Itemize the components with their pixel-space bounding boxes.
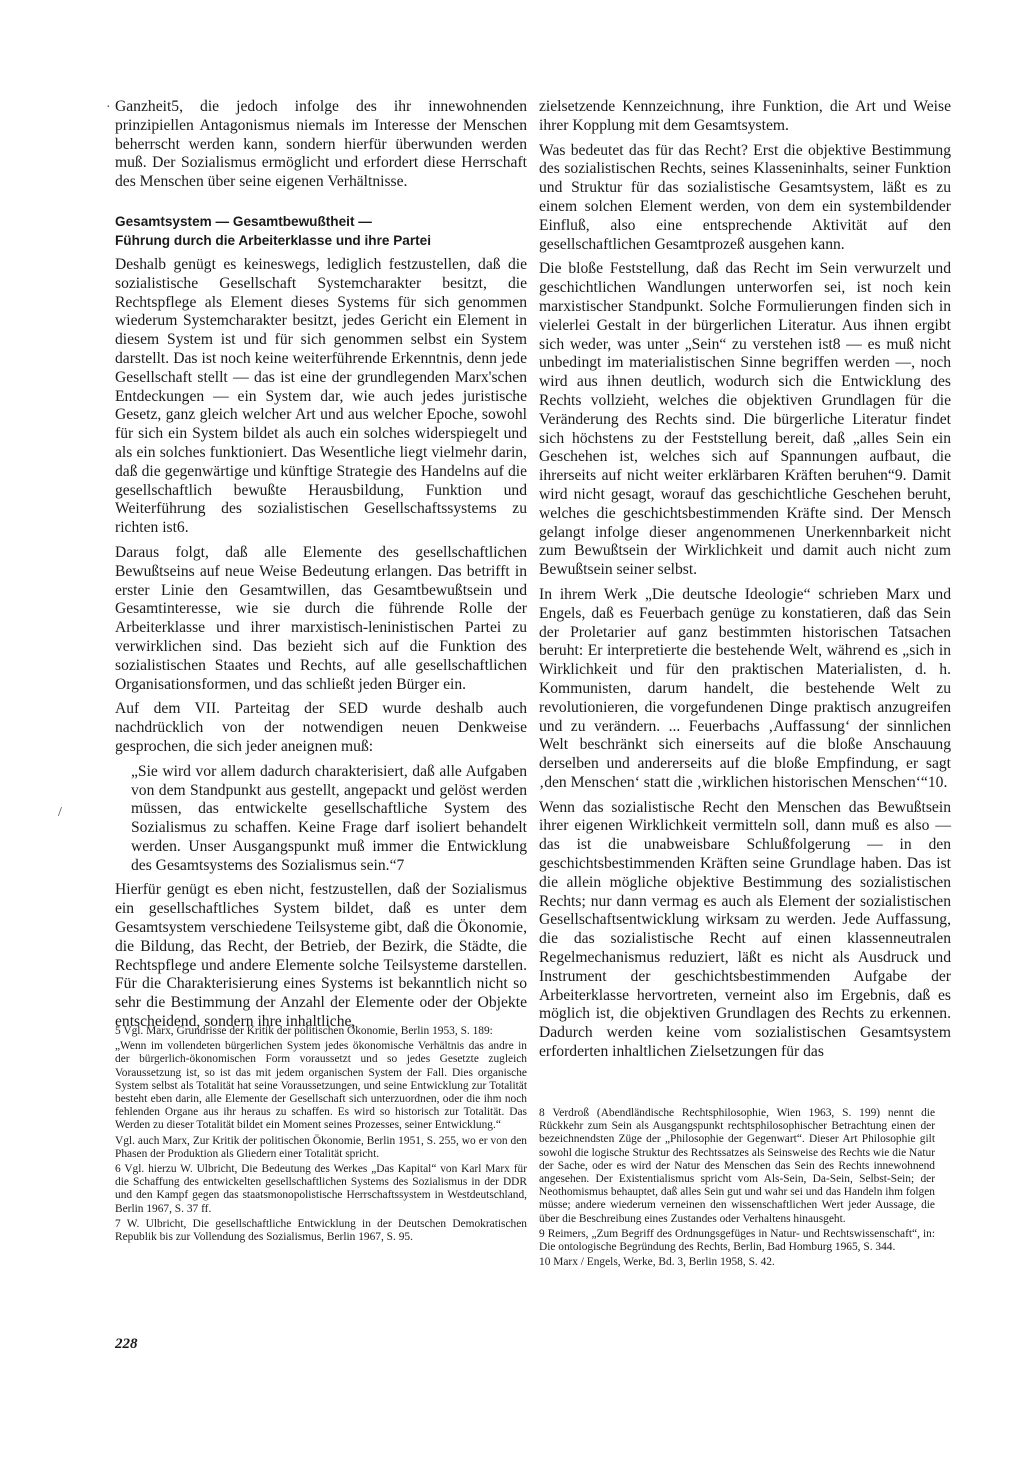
page-number: 228 — [115, 1336, 138, 1352]
body-paragraph: Auf dem VII. Parteitag der SED wurde deshalb auch nachdrücklich von der notwendigen neuen Denkweise gesprochen, die sich jeder aneignen muß: — [115, 700, 527, 755]
body-paragraph: zielsetzende Kennzeichnung, ihre Funktion, die Art und Weise ihrer Kopplung mit dem Gesamtsystem. — [539, 98, 951, 134]
body-paragraph: Deshalb genügt es keineswegs, lediglich festzustellen, daß die sozialistische Gesellschaft Systemcharakter besitzt, die Rechtspflege als Element dieses Systems für sich genommen wiederum Systemcharakter besitzt, jedes Gericht ein Element in diesem System ist und für sich genommen selbst ein System darstellt. Das ist noch keine weiterführende Erkenntnis, denn jede Gesellschaft stellt — das ist eine der grundlegenden Marx'schen Entdeckungen — ein System dar, wie auch jedes juristische Gesetz, ganz gleich welcher Art und aus welcher Epoche, sowohl für sich ein System bildet als auch ein solches widerspiegelt und als ein solches funktioniert. Das Wesentliche liegt vielmehr darin, daß die gegenwärtige und künftige Strategie des Handelns auf die gesellschaftlich bewußte Herausbildung, Funktion und Weiterführung des sozialistischen Gesellschaftssystems zu richten ist6. — [115, 255, 527, 537]
body-paragraph: In ihrem Werk „Die deutsche Ideologie“ schrieben Marx und Engels, daß es Feuerbach genüge zu konstatieren, daß das Sein der Proletarier auf ganz bestimmten historischen Tatsachen beruht: Er interpretierte die bestehende Welt, während es „sich in Wirklichkeit und für den praktischen Materialisten, d. h. Kommunisten, darum handelt, die bestehende Welt zu revolutionieren, die vorgefundenen Dinge praktisch anzugreifen und zu verändern. ... Feuerbachs ‚Auffassung‘ der sinnlichen Welt beschränkt sich einerseits auf die bloße Anschauung derselben und andererseits auf die bloße Empfindung, er sagt ‚den Menschen‘ statt die ‚wirklichen historischen Menschen‘“10. — [539, 585, 951, 791]
body-paragraph: Die bloße Feststellung, daß das Recht im Sein verwurzelt und geschichtlichen Wandlungen unterworfen sei, ist noch kein marxistischer Standpunkt. Solche Formulierungen finden sich in vielerlei Gestalt in der bürgerlichen Literatur. Aus ihnen ergibt sich weder, was unter „Sein“ zu verstehen ist8 — es muß nicht unbedingt im materialistischen Sinne begriffen werden —, noch wird aus ihnen deutlich, wodurch sich die Entwicklung des Rechts vollzieht, welches die objektiven Grundlagen für die Veränderung des Rechts sind. Die bürgerliche Literatur findet sich höchstens zu der Feststellung bereit, daß „alles Sein ein Geschehen ist, welches sich auf Spannungen aufbaut, die ihrerseits auf nicht weiter erklärbaren Kräften beruhen“9. Damit wird nicht gesagt, worauf das geschichtliche Geschehen beruht, welches die geschichtsbestimmenden Kräfte sind. Der Mensch gelangt infolge dieser angenommenen Unerkennbarkeit nicht zum Bewußtsein der Wirklichkeit und damit auch nicht zum Bewußtsein seiner selbst. — [539, 260, 951, 579]
margin-mark: / — [58, 805, 62, 820]
footnote: 7 W. Ulbricht, Die gesellschaftliche Entwicklung in der Deutschen Demokratischen Republik bis zur Vollendung des Sozialismus, Berlin 1967, S. 95. — [115, 1217, 527, 1244]
block-quote: „Sie wird vor allem dadurch charakterisiert, daß alle Aufgaben von dem Standpunkt aus gestellt, angepackt und gelöst werden müssen, das entwickelte gesellschaftliche System des Sozialismus zu schaffen. Keine Frage darf isoliert behandelt werden. Unser Ausgangspunkt muß immer die Entwicklung des Gesamtsystems des Sozialismus sein.“7 — [131, 762, 527, 874]
footnote: „Wenn im vollendeten bürgerlichen System jedes ökonomische Verhältnis das andre in der bürgerlich-ökonomischen Form voraussetzt und so jedes Gesetzte zugleich Voraussetzung ist, so ist das mit jedem organischen System der Fall. Dies organische System selbst als Totalität hat seine Voraussetzungen, und seine Entwicklung zur Totalität besteht eben darin, alle Elemente der Gesellschaft sich unterzuordnen, oder die ihm noch fehlenden Organe aus ihr heraus zu schaffen. Es wird so historisch zur Totalität. Das Werden zu dieser Totalität bildet ein Moment seines Prozesses, seiner Entwicklung.“ — [115, 1040, 527, 1132]
footnote: 8 Verdroß (Abendländische Rechtsphilosophie, Wien 1963, S. 199) nennt die Rückkehr zum Sein als Ausgangspunkt rechtsphilosophischer Betrachtung einen der bezeichnendsten Züge der „Philosophie der Gegenwart“. Dieser Art Philosophie gilt sowohl die logische Struktur des Rechtssatzes als Seinsweise des Rechts wie die Natur der Sache, oder es wird der Natur des Menschen das Sein des Rechts innewohnend angesehen. Der Existentialismus spricht vom Als-Sein, Da-Sein, Selbst-Sein; der Neothomismus behauptet, daß alles Sein gut und wahr sei und das Handeln ihm folgen müsse; andere wiederum verneinen den wissenschaftlichen Wert jeder Aussage, die über die Beschreibung eines Zustandes oder Verhaltens hinausgeht. — [539, 1107, 935, 1225]
section-heading — [115, 212, 527, 250]
footnote: 6 Vgl. hierzu W. Ulbricht, Die Bedeutung des Werkes „Das Kapital“ von Karl Marx für die Schaffung des entwickelten gesellschaftlichen Systems des Sozialismus in der DDR und den Kampf gegen das staatsmonopolistische Herrschaftssystem in Westdeutschland, Berlin 1967, S. 37 ff. — [115, 1163, 527, 1215]
body-paragraph: Wenn das sozialistische Recht den Menschen das Bewußtsein ihrer eigenen Wirklichkeit vermitteln soll, dann muß es also — das ist die unabweisbare Schlußfolgerung — in den geschichtsbestimmenden Kräften seine Grundlage haben. Das ist die allein mögliche objektive Bestimmung des sozialistischen Rechts; nur dann vermag es auch als Element der sozialistischen Gesellschaftsentwicklung wirksam zu werden. Jede Auffassung, die das sozialistische Recht auf einen klassenneutralen Regelmechanismus reduziert, läßt es nicht als Ausdruck und Instrument der geschichtsbestimmenden Aufgabe der Arbeiterklasse hervortreten, verneint also im Ergebnis, daß es möglich ist, die objektiven Grundlagen des Rechts zu erkennen. Dadurch werden keine vom sozialistischen Gesamtsystem erforderten inhaltlichen Zielsetzungen für das — [539, 798, 951, 1061]
footnote: 10 Marx / Engels, Werke, Bd. 3, Berlin 1958, S. 42. — [539, 1256, 775, 1269]
footnote: 5 Vgl. Marx, Grundrisse der Kritik der politischen Ökonomie, Berlin 1953, S. 189: — [115, 1025, 493, 1037]
body-paragraph: Hierfür genügt es eben nicht, festzustellen, daß der Sozialismus ein gesellschaftliches System bildet, daß es unter dem Gesamtsystem verschiedene Teilsysteme gibt, daß die Ökonomie, die Bildung, das Recht, der Betrieb, der Bezirk, die Städte, die Rechtspflege und andere Elemente solche Teilsysteme darstellen. Für die Charakterisierung eines Systems ist bekanntlich nicht so sehr die Bestimmung der Anzahl der Elemente oder der Objekte entscheidend, sondern ihre inhaltliche, — [115, 881, 527, 1031]
section-heading-line: Gesamtsystem — Gesamtbewußtheit — — [115, 213, 372, 229]
intro-paragraph: Ganzheit5, die jedoch infolge des ihr innewohnenden prinzipiellen Antagonismus niemals im Interesse der Menschen beherrscht werden kann, sondern hierfür überwunden werden muß. Der Sozialismus ermöglicht und erfordert diese Herrschaft des Menschen über seine eigenen Verhältnisse. — [115, 98, 527, 191]
footnote: Vgl. auch Marx, Zur Kritik der politischen Ökonomie, Berlin 1951, S. 255, wo er von den Phasen der Produktion als Gliedern einer Totalität spricht. — [115, 1134, 527, 1160]
margin-mark: · — [106, 100, 111, 115]
section-heading-line: Führung durch die Arbeiterklasse und ihre Partei — [115, 232, 431, 248]
footnotes-left — [115, 1025, 527, 1246]
right-column — [539, 98, 951, 1068]
body-paragraph: Daraus folgt, daß alle Elemente des gesellschaftlichen Bewußtseins auf neue Weise Bedeutung erlangen. Das betrifft in erster Linie den Gesamtwillen, das Gesamtbewußtsein und Gesamtinteresse, wie sie durch die führende Rolle der Arbeiterklasse und ihrer marxistisch-leninistischen Partei zu verwirklichen sind. Das bezieht sich auf die Funktion des sozialistischen Staates und Rechts, auf alle gesellschaftlichen Organisationsformen, und das schließt jeden Bürger ein. — [115, 543, 527, 693]
footnote: 9 Reimers, „Zum Begriff des Ordnungsgefüges in Natur- und Rechtswissenschaft“, in: Die ontologische Begründung des Rechts, Berlin, Bad Homburg 1965, S. 344. — [539, 1227, 935, 1254]
body-paragraph: Was bedeutet das für das Recht? Erst die objektive Bestimmung des sozialistischen Rechts, seines Klasseninhalts, seiner Funktion und Struktur für das sozialistische Gesamtsystem, läßt es zu einem solchen Element werden, von dem ein systembildender Einfluß, also eine entsprechende Aktivität auf den gesellschaftlichen Gesamtprozeß ausgehen kann. — [539, 141, 951, 253]
footnotes-right — [539, 1107, 935, 1271]
left-column — [115, 98, 527, 1038]
